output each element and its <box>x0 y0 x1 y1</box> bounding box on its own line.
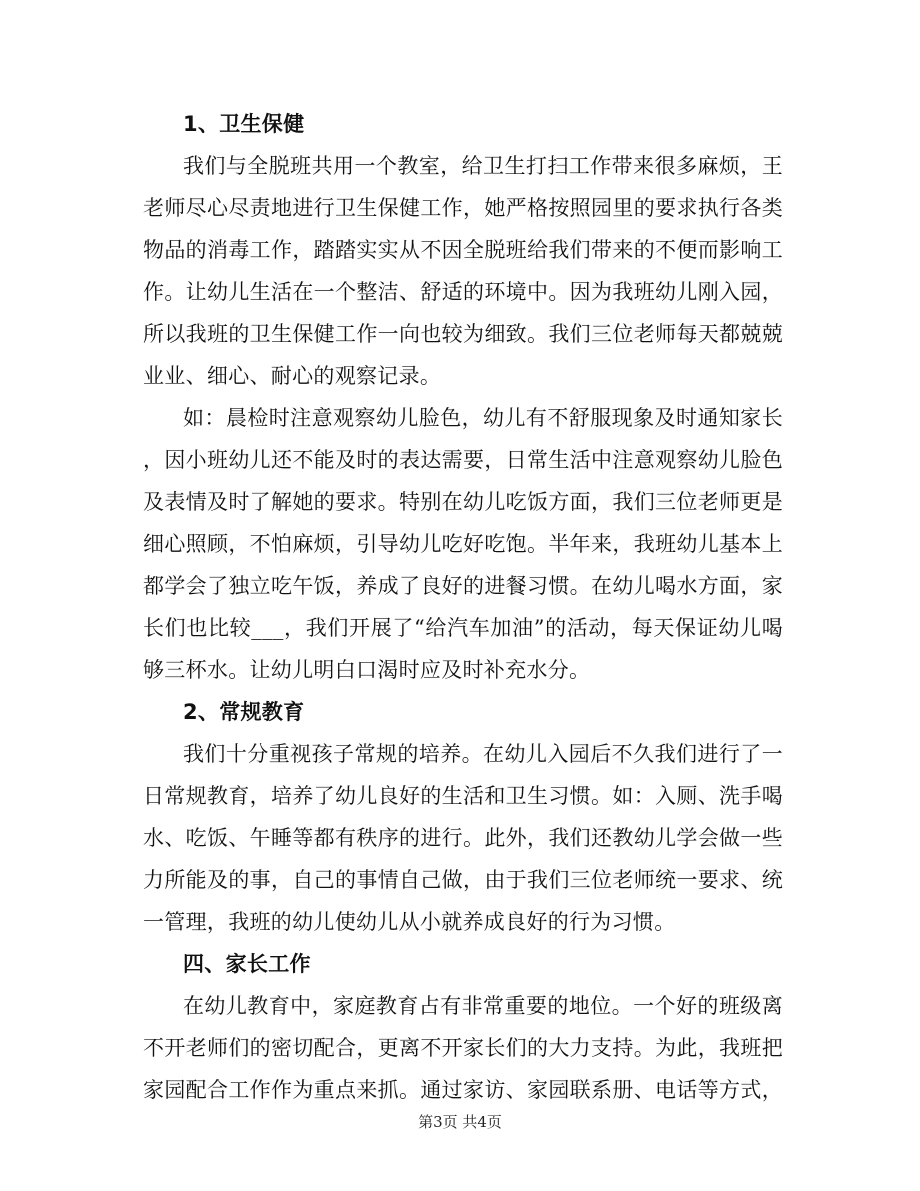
text-line: 长们也比较___，我们开展了“给汽车加油”的活动，每天保证幼儿喝 <box>143 616 783 640</box>
text-line: 日常规教育，培养了幼儿良好的生活和卫生习惯。如：入厕、洗手喝 <box>143 784 783 808</box>
text-line: 力所能及的事，自己的事情自己做，由于我们三位老师统一要求、统 <box>143 868 783 892</box>
text-line: 及表情及时了解她的要求。特别在幼儿吃饭方面，我们三位老师更是 <box>143 490 783 514</box>
text-line: 老师尽心尽责地进行卫生保健工作，她严格按照园里的要求执行各类 <box>143 196 783 220</box>
section-heading: 四、家长工作 <box>183 952 311 976</box>
text-line: 如：晨检时注意观察幼儿脸色，幼儿有不舒服现象及时通知家长 <box>183 406 783 430</box>
text-line: 够三杯水。让幼儿明白口渴时应及时补充水分。 <box>143 658 591 682</box>
text-line: ，因小班幼儿还不能及时的表达需要，日常生活中注意观察幼儿脸色 <box>143 448 783 472</box>
text-line: 我们十分重视孩子常规的培养。在幼儿入园后不久我们进行了一 <box>183 742 783 766</box>
text-line: 家园配合工作作为重点来抓。通过家访、家园联系册、电话等方式， <box>143 1078 783 1102</box>
text-line: 不开老师们的密切配合，更离不开家长们的大力支持。为此，我班把 <box>143 1036 783 1060</box>
page-footer: 第3页 共4页 <box>418 1113 502 1131</box>
text-line: 我们与全脱班共用一个教室，给卫生打扫工作带来很多麻烦，王 <box>183 154 783 178</box>
section-heading: 2、常规教育 <box>183 700 305 724</box>
text-line: 一管理，我班的幼儿使幼儿从小就养成良好的行为习惯。 <box>143 910 676 934</box>
text-line: 物品的消毒工作，踏踏实实从不因全脱班给我们带来的不便而影响工 <box>143 238 783 262</box>
text-line: 在幼儿教育中，家庭教育占有非常重要的地位。一个好的班级离 <box>183 994 783 1018</box>
text-line: 业业、细心、耐心的观察记录。 <box>143 364 442 388</box>
text-line: 作。让幼儿生活在一个整洁、舒适的环境中。因为我班幼儿刚入园， <box>143 280 783 304</box>
text-line: 细心照顾，不怕麻烦，引导幼儿吃好吃饱。半年来，我班幼儿基本上 <box>143 532 783 556</box>
text-line: 所以我班的卫生保健工作一向也较为细致。我们三位老师每天都兢兢 <box>143 322 783 346</box>
section-heading: 1、卫生保健 <box>183 112 305 136</box>
text-line: 水、吃饭、午睡等都有秩序的进行。此外，我们还教幼儿学会做一些 <box>143 826 783 850</box>
text-line: 都学会了独立吃午饭，养成了良好的进餐习惯。在幼儿喝水方面，家 <box>143 574 783 598</box>
